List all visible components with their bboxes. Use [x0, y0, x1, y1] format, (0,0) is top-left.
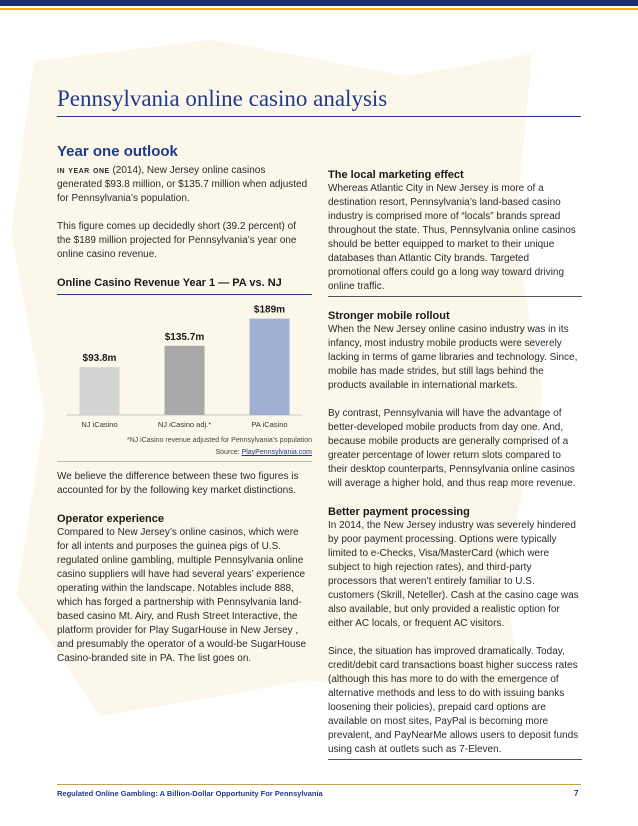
chart-data-label-2: $135.7m: [164, 331, 205, 343]
chart-bar-3: [250, 319, 290, 415]
revenue-chart: [57, 276, 312, 462]
left-column: [57, 143, 312, 666]
intro-paragraph-2: This figure comes up decidedly short (39.2 percent) of the $189 million projected for Pennsylvania’s year one online casino revenue.: [57, 221, 297, 260]
chart-title: Online Casino Revenue Year 1 — PA vs. NJ: [57, 277, 282, 289]
chart-data-label-3: $189m: [253, 304, 286, 316]
chart-source-label: Source:: [215, 449, 242, 456]
payment-processing-body-1: In 2014, the New Jersey industry was severely hindered by poor payment processing. Options were typically limited to e-Checks, Visa/MasterCard (which were subject to high rejection rates), and third-party processors that weren’t entirely familiar to U.S. customers (Skrill, Neteller). Cash at the casino cage was also available, but only provided a realistic option for either AC locals, or frequent AC visitors.: [328, 520, 579, 629]
intro-text: (2014), New Jersey online casinos generated $93.8 million, or $135.7 million when adjusted for Pennsylvania’s population.: [57, 165, 308, 204]
page-number: 7: [574, 789, 579, 798]
top-bar-navy: [0, 0, 638, 6]
chart-data-label-1: $93.8m: [82, 353, 117, 365]
chart-category-label-3: PA iCasino: [251, 420, 288, 429]
title-divider: [57, 116, 581, 117]
page-title: Pennsylvania online casino analysis: [57, 86, 388, 111]
chart-svg: [57, 295, 312, 435]
chart-footnote: *NJ iCasino revenue adjusted for Pennsylvania’s population: [126, 437, 312, 444]
payment-processing-rule: [328, 759, 582, 760]
local-marketing-heading: The local marketing effect: [328, 169, 464, 181]
top-bar-gold: [0, 8, 638, 10]
operator-experience-heading: Operator experience: [57, 513, 164, 525]
intro-paragraph: [57, 164, 312, 206]
operator-experience-body: Compared to New Jersey’s online casinos, which were for all intents and purposes the guinea pigs of U.S. regulated online gambling, multiple Pennsylvania online casino suppliers will have had several years’ experience operating within the landscape. Notables include 888, which has forged a partnership with Pennsylvania land-based casino Mt. Airy, and Rush Street Interactive, the platform provider for Play SugarHouse in New Jersey , and presumably the operator of a would-be SugarHouse Casino-branded site in PA. The list goes on.: [57, 527, 307, 664]
chart-category-label-2: NJ iCasino adj.*: [157, 420, 212, 429]
mobile-rollout-body-2: By contrast, Pennsylvania will have the advantage of better-developed mobile products from day one. And, because mobile products are generally comprised of a greater percentage of lower return slots compared to their desktop counterparts, Pennsylvania online casinos will average a higher hold, and thus reap more revenue.: [328, 408, 576, 489]
intro-leadin: in year one: [57, 165, 110, 176]
chart-source-link[interactable]: PlayPennsylvania.com: [241, 449, 312, 456]
footer-title: Regulated Online Gambling: A Billion-Dollar Opportunity For Pennsylvania: [57, 789, 323, 798]
payment-processing-heading: Better payment processing: [328, 506, 470, 518]
chart-category-label-1: NJ iCasino: [81, 420, 118, 429]
payment-processing-body-2: Since, the situation has improved dramatically. Today, credit/debit card transactions boast higher success rates (although this has more to do with the emergence of alternative methods and less to do with issuing banks loosening their policies), prepaid card options are available on most sites, PayPal is becoming more prevalent, and PayNearMe allows users to deposit funds using cash at outlets such as 7-Eleven.: [328, 646, 579, 755]
chart-bar-1: [80, 367, 120, 415]
chart-bar-2: [165, 346, 205, 415]
chart-plot: [57, 295, 312, 435]
chart-source: [57, 447, 312, 459]
footer-rule: [57, 784, 581, 785]
market-distinctions-paragraph: We believe the difference between these two figures is accounted for by the following key market distinctions.: [57, 471, 299, 496]
mobile-rollout-heading: Stronger mobile rollout: [328, 310, 450, 322]
mobile-rollout-body-1: When the New Jersey online casino industry was in its infancy, most industry mobile products were severely lacking in terms of game libraries and technology. Since, mobile has made strides, but still lags behind the products available in international markets.: [328, 324, 578, 391]
year-one-heading: Year one outlook: [57, 143, 178, 160]
local-marketing-body: Whereas Atlantic City in New Jersey is more of a destination resort, Pennsylvania’s land-based casino industry is comprised more of “locals” brands spread throughout the state. Thus, Pennsylvania online casinos should be better equipped to market to their unique databases than Atlantic City brands. Targeted promotional offers could go a long way toward driving online traffic.: [328, 183, 576, 292]
right-column: [328, 168, 582, 760]
